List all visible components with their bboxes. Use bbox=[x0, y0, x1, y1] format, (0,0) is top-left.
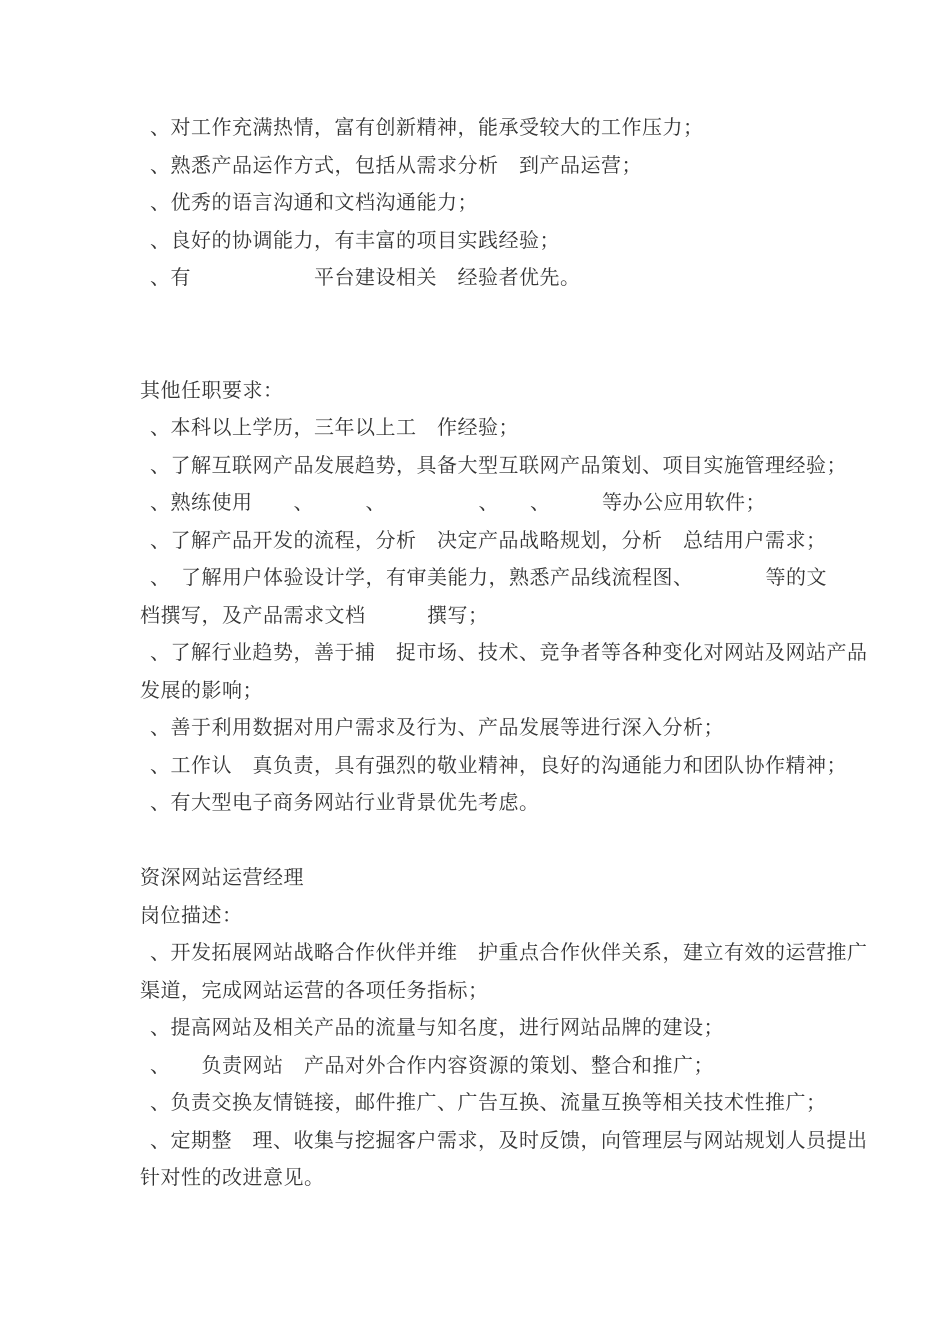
jd-bullet-line: 、良好的协调能力，有丰富的项目实践经验； bbox=[150, 229, 560, 252]
section-other-requirements bbox=[140, 373, 900, 823]
section-requirements-tail bbox=[140, 110, 900, 298]
jd-bullet-line: 、了解互联网产品发展趋势，具备大型互联网产品策划、项目实施管理经验； bbox=[150, 454, 847, 477]
job-description-heading: 岗位描述： bbox=[140, 904, 243, 927]
jd-bullet-line: 、熟练使用 、 、 、 、 等办公应用软件； bbox=[150, 492, 766, 514]
jd-bullet-line: 、工作认 真负责，具有强烈的敬业精神，良好的沟通能力和团队协作精神； bbox=[150, 754, 847, 777]
jd-bullet-line: 、有大型电子商务网站行业背景优先考虑。 bbox=[150, 792, 540, 814]
section-senior-web-ops-manager bbox=[140, 860, 900, 1198]
jd-bullet-line: 、有 平台建设相关 经验者优先。 bbox=[150, 267, 581, 289]
jd-bullet-line: 、开发拓展网站战略合作伙伴并维 护重点合作伙伴关系，建立有效的运营推广 bbox=[150, 942, 868, 964]
jd-bullet-line: 、熟悉产品运作方式，包括从需求分析 到产品运营； bbox=[150, 154, 642, 177]
jd-bullet-line: 、 了解用户体验设计学，有审美能力，熟悉产品线流程图、 等的文 bbox=[150, 567, 827, 589]
document-content bbox=[140, 110, 900, 1198]
jd-bullet-line: 、了解产品开发的流程，分析 决定产品战略规划，分析 总结用户需求； bbox=[150, 529, 827, 552]
jd-continuation-line: 针对性的改进意见。 bbox=[140, 1167, 325, 1189]
jd-bullet-line: 、定期整 理、收集与挖掘客户需求，及时反馈，向管理层与网站规划人员提出 bbox=[150, 1129, 868, 1152]
job-title-senior-web-ops-manager: 资深网站运营经理 bbox=[140, 867, 304, 889]
jd-bullet-line: 、了解行业趋势，善于捕 捉市场、技术、竞争者等各种变化对网站及网站产品 bbox=[150, 642, 868, 664]
other-requirements-heading: 其他任职要求： bbox=[140, 379, 284, 402]
jd-continuation-line: 渠道，完成网站运营的各项任务指标； bbox=[140, 979, 489, 1002]
jd-continuation-line: 档撰写，及产品需求文档 撰写； bbox=[140, 604, 489, 627]
jd-bullet-line: 、善于利用数据对用户需求及行为、产品发展等进行深入分析； bbox=[150, 717, 724, 739]
jd-bullet-line: 、对工作充满热情，富有创新精神，能承受较大的工作压力； bbox=[150, 117, 704, 139]
jd-continuation-line: 发展的影响； bbox=[140, 679, 263, 702]
jd-bullet-line: 、 负责网站 产品对外合作内容资源的策划、整合和推广； bbox=[150, 1054, 714, 1077]
jd-bullet-line: 、优秀的语言沟通和文档沟通能力； bbox=[150, 192, 478, 214]
jd-bullet-line: 、本科以上学历，三年以上工 作经验； bbox=[150, 417, 519, 439]
jd-bullet-line: 、提高网站及相关产品的流量与知名度，进行网站品牌的建设； bbox=[150, 1017, 724, 1039]
jd-bullet-line: 、负责交换友情链接，邮件推广、广告互换、流量互换等相关技术性推广； bbox=[150, 1092, 827, 1114]
